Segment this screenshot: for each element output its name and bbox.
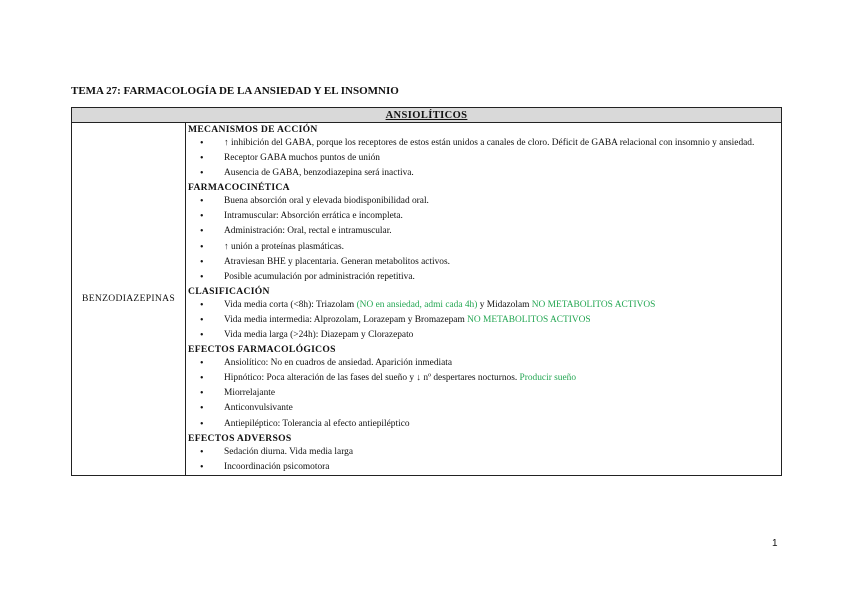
- list-item: [222, 328, 781, 343]
- item-text: Intramuscular: Absorción errática e incompleta.: [224, 211, 403, 222]
- section-heading: EFECTOS FARMACOLÓGICOS: [188, 344, 336, 356]
- section-list: [186, 445, 781, 475]
- item-text: Vida media larga (>24h): Diazepam y Clorazepato: [224, 330, 414, 341]
- section-list: [186, 194, 781, 285]
- list-item: [222, 151, 781, 166]
- item-text: Vida media corta (<8h): Triazolam: [224, 299, 357, 310]
- highlight-text: NO METABOLITOS ACTIVOS: [531, 299, 656, 310]
- list-item: [222, 417, 781, 432]
- document-title: TEMA 27: FARMACOLOGÍA DE LA ANSIEDAD Y EL INSOMNIO: [71, 85, 399, 97]
- item-text: Antiepiléptico: Tolerancia al efecto antiepiléptico: [224, 418, 410, 429]
- item-text: Hipnótico: Poca alteración de las fases del sueño y ↓ nº despertares nocturnos.: [224, 373, 520, 384]
- highlight-text: NO METABOLITOS ACTIVOS: [467, 314, 591, 325]
- section-heading: CLASIFICACIÓN: [188, 285, 270, 297]
- list-item: [222, 460, 781, 475]
- list-item: [222, 298, 781, 313]
- list-item: [222, 240, 781, 255]
- item-text: ↑ unión a proteínas plasmáticas.: [224, 241, 345, 252]
- item-text: Anticonvulsivante: [224, 403, 293, 414]
- item-text: ↑ inhibición del GABA, porque los receptores de estos están unidos a canales de cloro. Déficit de GABA relacional con insomnio y ansiedad.: [224, 138, 755, 148]
- drug-class-label: BENZODIAZEPINAS: [72, 123, 186, 476]
- section-list: [186, 356, 781, 431]
- highlight-text: Producir sueño: [519, 373, 577, 384]
- item-text: Buena absorción oral y elevada biodisponibilidad oral.: [224, 196, 429, 207]
- section-heading: MECANISMOS DE ACCIÓN: [188, 124, 318, 135]
- list-item: [222, 136, 781, 151]
- list-item: [222, 166, 781, 181]
- item-text: Sedación diurna. Vida media larga: [224, 446, 353, 457]
- section-list: [186, 298, 781, 343]
- list-item: [222, 194, 781, 209]
- item-text: Administración: Oral, rectal e intramuscular.: [224, 226, 392, 237]
- item-text: y Midazolam: [477, 299, 532, 310]
- list-item: [222, 371, 781, 386]
- highlight-text: (NO en ansiedad, admi cada 4h): [356, 299, 478, 310]
- list-item: [222, 445, 781, 460]
- section-list: [186, 136, 781, 181]
- list-item: [222, 209, 781, 224]
- item-text: Posible acumulación por administración repetitiva.: [224, 271, 415, 282]
- list-item: [222, 270, 781, 285]
- anxiolytics-table: [71, 107, 782, 476]
- item-text: Ansiolítico: No en cuadros de ansiedad. Aparición inmediata: [224, 358, 453, 369]
- item-text: Receptor GABA muchos puntos de unión: [224, 153, 380, 164]
- list-item: [222, 356, 781, 371]
- item-text: Miorrelajante: [224, 388, 276, 399]
- table-header: ANSIOLÍTICOS: [72, 108, 782, 123]
- item-text: Incoordinación psicomotora: [224, 461, 330, 472]
- item-text: Ausencia de GABA, benzodiazepina será inactiva.: [224, 168, 414, 179]
- section-heading: FARMACOCINÉTICA: [188, 182, 290, 194]
- section-heading: EFECTOS ADVERSOS: [188, 432, 292, 444]
- drug-class-content: [186, 123, 782, 476]
- list-item: [222, 313, 781, 328]
- list-item: [222, 386, 781, 401]
- page-number: 1: [772, 538, 778, 549]
- list-item: [222, 255, 781, 270]
- list-item: [222, 401, 781, 416]
- item-text: Vida media intermedia: Alprozolam, Lorazepam y Bromazepam: [224, 314, 468, 325]
- item-text: Atraviesan BHE y placentaria. Generan metabolitos activos.: [224, 256, 450, 267]
- list-item: [222, 224, 781, 239]
